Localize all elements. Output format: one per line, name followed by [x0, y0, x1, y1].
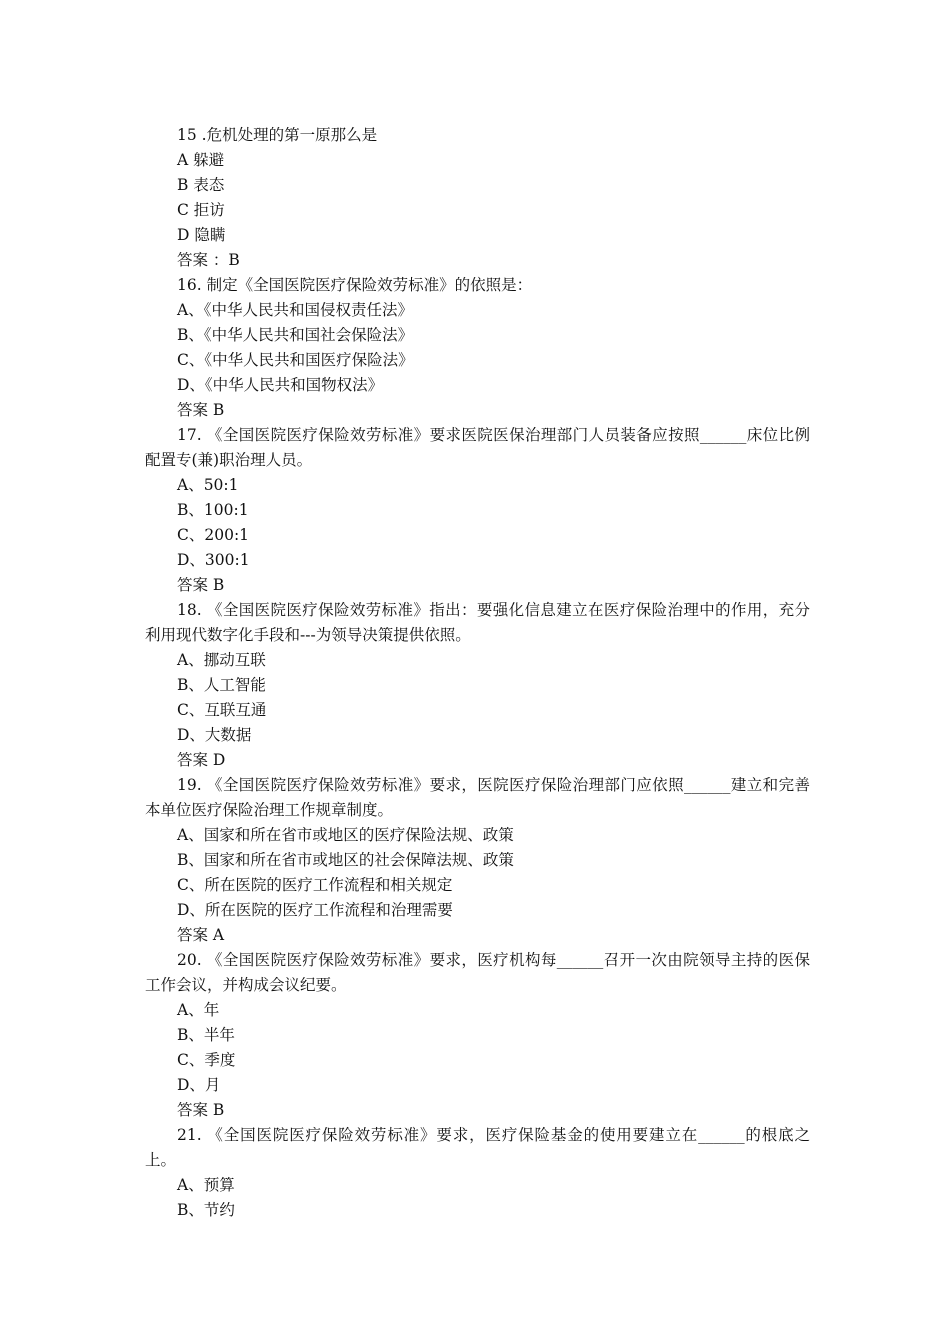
question-17-option-c: C、200:1 [177, 526, 250, 544]
question-17-option-b: B、100:1 [177, 501, 249, 519]
question-16-option-b: B、《中华人民共和国社会保险法》 [177, 326, 414, 344]
question-20-option-d: D、月 [177, 1076, 221, 1094]
question-15-option-a: A 躲避 [177, 151, 225, 169]
question-15-option-b: B 表态 [177, 176, 225, 194]
question-15-option-c: C 拒访 [177, 201, 225, 219]
question-15-stem: 15 .危机处理的第一原那么是 [177, 126, 378, 144]
question-16-option-c: C、《中华人民共和国医疗保险法》 [177, 351, 414, 369]
question-21-option-a: A、预算 [177, 1176, 235, 1194]
question-19-answer: 答案 A [177, 926, 225, 944]
question-20-option-c: C、季度 [177, 1051, 236, 1069]
question-18-answer: 答案 D [177, 751, 226, 769]
question-16-answer: 答案 B [177, 401, 225, 419]
question-15-answer: 答案 ：B [177, 251, 240, 269]
question-20-option-b: B、半年 [177, 1026, 235, 1044]
question-21-stem: 21. 《全国医院医疗保险效劳标准》要求，医疗保险基金的使用要建立在______的根底之上。 [145, 1126, 810, 1169]
question-20-option-a: A、年 [177, 1001, 220, 1019]
question-18-option-a: A、挪动互联 [177, 651, 266, 669]
question-18-option-d: D、大数据 [177, 726, 252, 744]
question-18-option-c: C、互联互通 [177, 701, 267, 719]
question-21-option-b: B、节约 [177, 1201, 235, 1219]
question-19-stem: 19. 《全国医院医疗保险效劳标准》要求，医院医疗保险治理部门应依照______建立和完善本单位医疗保险治理工作规章制度。 [145, 776, 810, 819]
question-19-option-b: B、国家和所在省市或地区的社会保障法规、政策 [177, 851, 514, 869]
question-20-answer: 答案 B [177, 1101, 225, 1119]
question-18-option-b: B、人工智能 [177, 676, 266, 694]
question-18-stem: 18. 《全国医院医疗保险效劳标准》指出：要强化信息建立在医疗保险治理中的作用，充分利用现代数字化手段和---为领导决策提供依照。 [145, 601, 810, 644]
question-17-answer: 答案 B [177, 576, 225, 594]
question-19-option-a: A、国家和所在省市或地区的医疗保险法规、政策 [177, 826, 514, 844]
document-page [145, 123, 810, 1223]
question-19-option-d: D、所在医院的医疗工作流程和治理需要 [177, 901, 453, 919]
question-16-stem: 16. 制定《全国医院医疗保险效劳标准》的依照是： [177, 276, 533, 294]
question-15-option-d: D 隐瞒 [177, 226, 226, 244]
question-19-option-c: C、所在医院的医疗工作流程和相关规定 [177, 876, 453, 894]
question-20-stem: 20. 《全国医院医疗保险效劳标准》要求，医疗机构每______召开一次由院领导主持的医保工作会议，并构成会议纪要。 [145, 951, 810, 994]
question-17-option-a: A、50:1 [177, 476, 239, 494]
question-17-stem: 17. 《全国医院医疗保险效劳标准》要求医院医保治理部门人员装备应按照______床位比例配置专(兼)职治理人员。 [145, 426, 810, 469]
question-16-option-d: D、《中华人民共和国物权法》 [177, 376, 384, 394]
question-16-option-a: A、《中华人民共和国侵权责任法》 [177, 301, 413, 319]
question-17-option-d: D、300:1 [177, 551, 250, 569]
